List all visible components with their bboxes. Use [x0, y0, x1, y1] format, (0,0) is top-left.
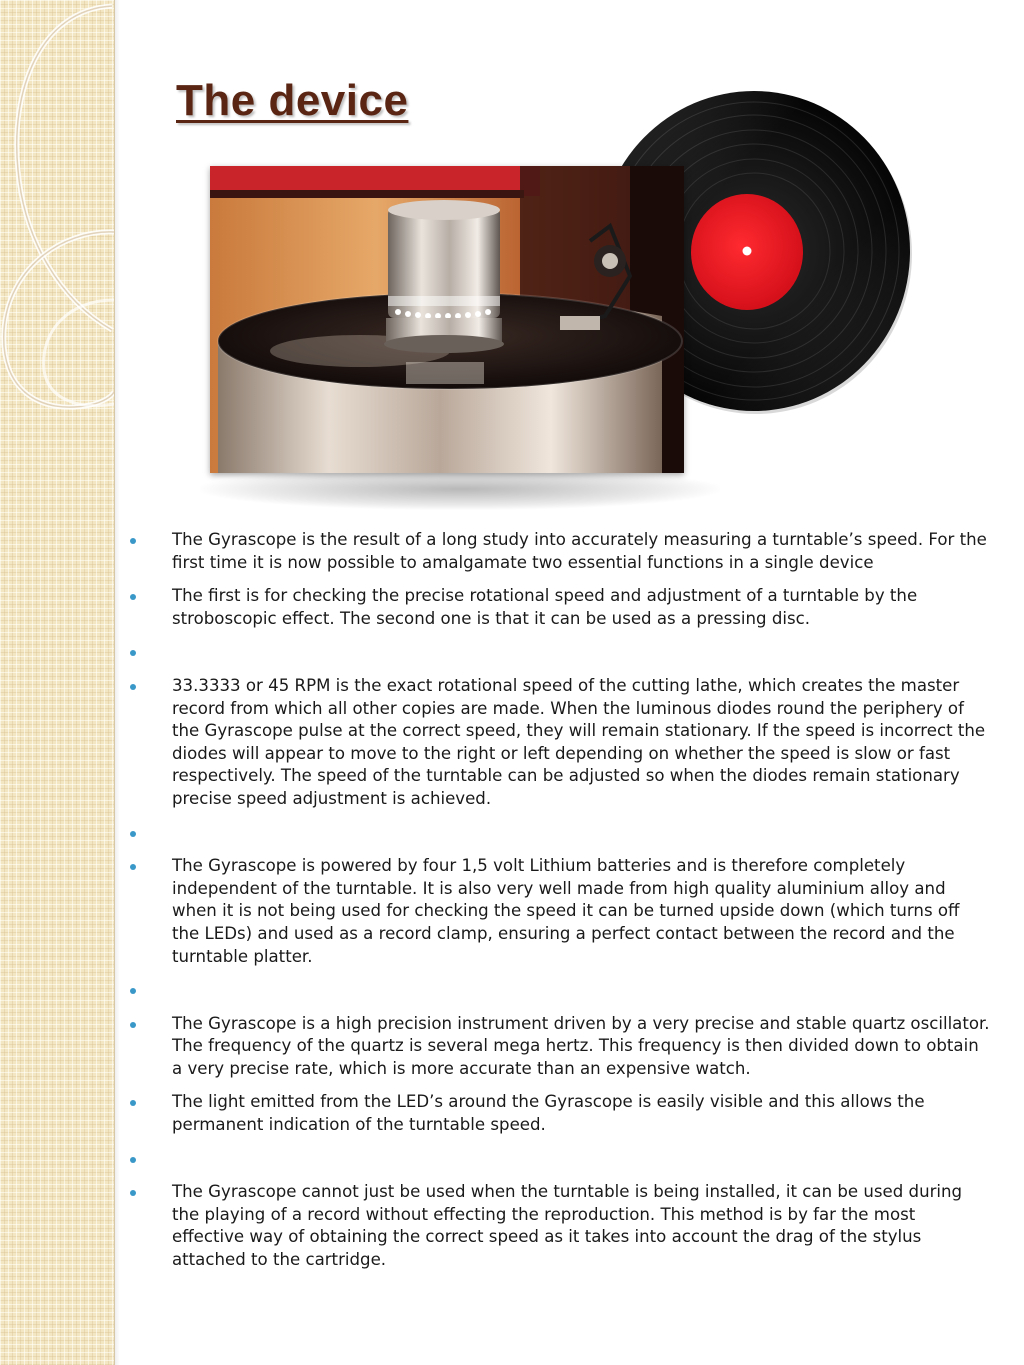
- list-item: [130, 1148, 990, 1171]
- list-item-text: The Gyrascope is the result of a long study into accurately measuring a turntable’s speed. For the first time it is now possible to amalgamate two essential functions in a single device: [172, 530, 987, 572]
- bullet-icon: [130, 650, 136, 656]
- bullet-list: [130, 529, 990, 1283]
- list-item-text: 33.3333 or 45 RPM is the exact rotational speed of the cutting lathe, which creates the master record from which all other copies are made. When the luminous diodes round the periphery of the Gyrascope pulse at the correct speed, they will remain stationary. If the speed is incorrect the diodes will appear to move to the right or left depending on whether the speed is slow or fast respectively. The speed of the turntable can be adjusted so when the diodes remain stationary precise speed adjustment is achieved.: [172, 675, 986, 808]
- list-item: [130, 822, 990, 845]
- list-item: [130, 529, 990, 574]
- list-item: [130, 675, 990, 811]
- list-item: [130, 585, 990, 630]
- list-item: [130, 1181, 990, 1271]
- list-item-text: The Gyrascope is powered by four 1,5 volt Lithium batteries and is therefore completely independent of the turntable. It is also very well made from high quality aluminium alloy and when it is not being used for checking the speed it can be turned upside down (which turns off the LEDs) and used as a record clamp, ensuring a perfect contact between the record and the turntable platter.: [172, 856, 960, 966]
- bullet-icon: [130, 1022, 136, 1028]
- list-item: [130, 979, 990, 1002]
- bullet-icon: [130, 594, 136, 600]
- list-item-text: The first is for checking the precise rotational speed and adjustment of a turntable by the stroboscopic effect. The second one is that it can be used as a pressing disc.: [172, 586, 918, 628]
- list-item: [130, 855, 990, 968]
- bullet-icon: [130, 831, 136, 837]
- list-item: [130, 1091, 990, 1136]
- list-item: [130, 641, 990, 664]
- decorative-swirl: [0, 0, 114, 440]
- bullet-icon: [130, 1190, 136, 1196]
- bullet-icon: [130, 988, 136, 994]
- list-item: [130, 1013, 990, 1081]
- list-item-text: The Gyrascope cannot just be used when the turntable is being installed, it can be used during the playing of a record without effecting the reproduction. This method is by far the most effective way of obtaining the correct speed as it takes into account the drag of the stylus attached to the cartridge.: [172, 1182, 963, 1270]
- list-item-text: The light emitted from the LED’s around the Gyrascope is easily visible and this allows the permanent indication of the turntable speed.: [172, 1092, 925, 1135]
- decorative-side-strip: [0, 0, 115, 1365]
- bullet-icon: [130, 538, 136, 544]
- bullet-icon: [130, 864, 136, 870]
- photo-shadow: [200, 468, 720, 510]
- bullet-icon: [130, 1100, 136, 1106]
- page-title: The device: [176, 76, 409, 125]
- gyrascope-photo: [210, 166, 684, 473]
- bullet-icon: [130, 684, 136, 690]
- bullet-icon: [130, 1157, 136, 1163]
- side-strip-shadow: [114, 0, 120, 1365]
- list-item-text: The Gyrascope is a high precision instrument driven by a very precise and stable quartz oscillator. The frequency of the quartz is several mega hertz. This frequency is then divided down to obtain a very precise rate, which is more accurate than an expensive watch.: [172, 1013, 990, 1078]
